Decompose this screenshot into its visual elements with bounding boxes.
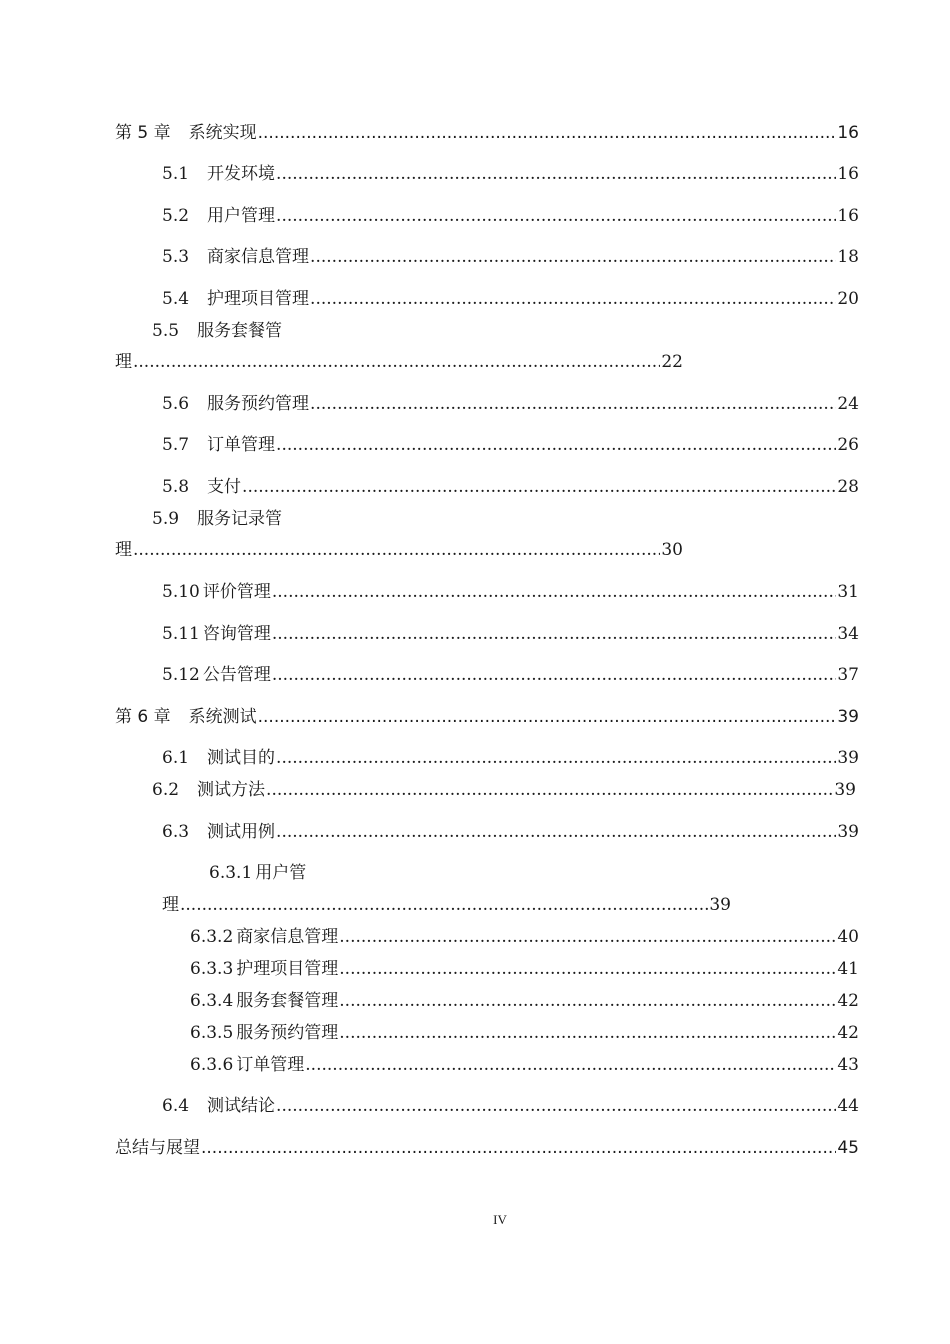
toc-number: 6.2 bbox=[152, 780, 180, 800]
toc-page: 20 bbox=[837, 289, 859, 309]
toc-entry-5-3[interactable] bbox=[162, 246, 859, 268]
toc-title: 订单管理 bbox=[236, 1055, 305, 1075]
toc-leader bbox=[339, 958, 836, 980]
toc-entry-chapter-5[interactable] bbox=[115, 122, 859, 144]
toc-leader bbox=[339, 1022, 836, 1044]
toc-leader bbox=[276, 205, 836, 227]
toc-entry-5-2[interactable] bbox=[162, 205, 859, 227]
toc-entry-chapter-6[interactable] bbox=[115, 706, 859, 728]
toc-leader bbox=[276, 821, 836, 843]
toc-title: 总结与展望 bbox=[115, 1138, 200, 1158]
toc-leader bbox=[276, 1095, 836, 1117]
toc-entry-6-3-1-line1[interactable] bbox=[209, 862, 306, 884]
toc-page: 42 bbox=[837, 991, 859, 1011]
toc-entry-6-3-6[interactable] bbox=[190, 1054, 859, 1076]
toc-page: 39 bbox=[834, 780, 856, 800]
toc-leader bbox=[339, 990, 836, 1012]
toc-title-wrap: 理 bbox=[115, 352, 132, 372]
toc-page: 18 bbox=[837, 247, 859, 267]
toc-title: 系统测试 bbox=[188, 707, 257, 727]
toc-entry-5-5-line1[interactable] bbox=[152, 320, 282, 342]
toc-entry-5-5-line2[interactable] bbox=[115, 351, 683, 373]
toc-title-wrap: 理 bbox=[162, 895, 179, 915]
toc-page: 22 bbox=[661, 352, 683, 372]
toc-page: 37 bbox=[837, 665, 859, 685]
toc-number: 5.1 bbox=[162, 164, 190, 184]
toc-number: 6.4 bbox=[162, 1096, 190, 1116]
toc-page: 40 bbox=[837, 927, 859, 947]
toc-page: 28 bbox=[837, 477, 859, 497]
toc-entry-6-3[interactable] bbox=[162, 821, 859, 843]
toc-leader bbox=[276, 163, 836, 185]
toc-number: 6.1 bbox=[162, 748, 190, 768]
toc-entry-5-9-line2[interactable] bbox=[115, 539, 683, 561]
toc-entry-5-11[interactable] bbox=[162, 623, 859, 645]
toc-title: 测试结论 bbox=[207, 1096, 276, 1116]
toc-title: 用户管 bbox=[255, 863, 307, 883]
toc-entry-6-3-2[interactable] bbox=[190, 926, 859, 948]
toc-title: 测试目的 bbox=[207, 748, 276, 768]
toc-title: 测试方法 bbox=[197, 780, 266, 800]
toc-entry-5-8[interactable] bbox=[162, 476, 859, 498]
toc-number: 5.8 bbox=[162, 477, 190, 497]
toc-entry-5-4[interactable] bbox=[162, 288, 859, 310]
toc-entry-6-4[interactable] bbox=[162, 1095, 859, 1117]
toc-entry-6-3-5[interactable] bbox=[190, 1022, 859, 1044]
toc-entry-5-7[interactable] bbox=[162, 434, 859, 456]
toc-page: 45 bbox=[837, 1138, 859, 1158]
toc-entry-5-12[interactable] bbox=[162, 664, 859, 686]
toc-title: 商家信息管理 bbox=[236, 927, 339, 947]
toc-leader bbox=[180, 894, 708, 916]
toc-title: 订单管理 bbox=[207, 435, 276, 455]
toc-page: 30 bbox=[661, 540, 683, 560]
toc-page: 34 bbox=[837, 624, 859, 644]
toc-title: 服务预约管理 bbox=[207, 394, 310, 414]
toc-number: 6.3 bbox=[162, 822, 190, 842]
toc-number: 5.12 bbox=[162, 665, 200, 685]
toc-page: 24 bbox=[837, 394, 859, 414]
toc-leader bbox=[276, 747, 836, 769]
toc-number: 5.5 bbox=[152, 321, 180, 341]
toc-leader bbox=[305, 1054, 836, 1076]
toc-leader bbox=[272, 623, 837, 645]
toc-number: 6.3.6 bbox=[190, 1055, 234, 1075]
toc-number: 5.11 bbox=[162, 624, 200, 644]
toc-number: 第 5 章 bbox=[115, 123, 171, 143]
toc-title: 开发环境 bbox=[207, 164, 276, 184]
toc-entry-6-3-3[interactable] bbox=[190, 958, 859, 980]
toc-page: 31 bbox=[837, 582, 859, 602]
toc-number: 5.7 bbox=[162, 435, 190, 455]
toc-entry-6-3-4[interactable] bbox=[190, 990, 859, 1012]
toc-page: 16 bbox=[837, 206, 859, 226]
toc-title: 用户管理 bbox=[207, 206, 276, 226]
toc-number: 5.3 bbox=[162, 247, 190, 267]
toc-leader bbox=[310, 393, 836, 415]
toc-number: 6.3.2 bbox=[190, 927, 234, 947]
toc-number: 5.10 bbox=[162, 582, 200, 602]
toc-title: 评价管理 bbox=[202, 582, 271, 602]
toc-number: 5.6 bbox=[162, 394, 190, 414]
toc-leader bbox=[272, 664, 837, 686]
toc-entry-6-1[interactable] bbox=[162, 747, 859, 769]
toc-leader bbox=[266, 779, 833, 801]
toc-title: 系统实现 bbox=[188, 123, 257, 143]
toc-leader bbox=[310, 288, 836, 310]
toc-leader bbox=[276, 434, 836, 456]
page-footer-number: IV bbox=[493, 1212, 507, 1227]
toc-number: 6.3.1 bbox=[209, 863, 253, 883]
toc-entry-6-3-1-line2[interactable] bbox=[162, 894, 731, 916]
toc-page: 39 bbox=[709, 895, 731, 915]
toc-leader bbox=[258, 122, 837, 144]
toc-page: 16 bbox=[837, 123, 859, 143]
toc-title: 支付 bbox=[207, 477, 242, 497]
toc-number: 6.3.5 bbox=[190, 1023, 234, 1043]
toc-page: 16 bbox=[837, 164, 859, 184]
toc-entry-5-1[interactable] bbox=[162, 163, 859, 185]
toc-number: 5.2 bbox=[162, 206, 190, 226]
toc-title: 公告管理 bbox=[202, 665, 271, 685]
toc-leader bbox=[339, 926, 836, 948]
toc-number: 6.3.3 bbox=[190, 959, 234, 979]
toc-title: 服务记录管 bbox=[197, 509, 283, 529]
toc-page: 42 bbox=[837, 1023, 859, 1043]
toc-title: 商家信息管理 bbox=[207, 247, 310, 267]
toc-leader bbox=[201, 1137, 836, 1159]
toc-leader bbox=[272, 581, 837, 603]
toc-leader bbox=[133, 351, 660, 373]
toc-entry-6-2[interactable] bbox=[152, 779, 856, 801]
toc-page: 39 bbox=[837, 748, 859, 768]
toc-page: 41 bbox=[837, 959, 859, 979]
toc-title: 护理项目管理 bbox=[207, 289, 310, 309]
toc-number: 6.3.4 bbox=[190, 991, 234, 1011]
toc-number: 5.9 bbox=[152, 509, 180, 529]
toc-leader bbox=[310, 246, 836, 268]
toc-leader bbox=[258, 706, 837, 728]
toc-title-wrap: 理 bbox=[115, 540, 132, 560]
toc-title: 咨询管理 bbox=[202, 624, 271, 644]
toc-leader bbox=[133, 539, 660, 561]
toc-page: 39 bbox=[837, 707, 859, 727]
toc-title: 测试用例 bbox=[207, 822, 276, 842]
toc-title: 服务套餐管理 bbox=[236, 991, 339, 1011]
toc-page: 39 bbox=[837, 822, 859, 842]
toc-title: 服务套餐管 bbox=[197, 321, 283, 341]
toc-page: 26 bbox=[837, 435, 859, 455]
toc-number: 第 6 章 bbox=[115, 707, 171, 727]
toc-number: 5.4 bbox=[162, 289, 190, 309]
toc-leader bbox=[242, 476, 836, 498]
toc-entry-conclusion[interactable] bbox=[115, 1137, 859, 1159]
toc-title: 服务预约管理 bbox=[236, 1023, 339, 1043]
toc-title: 护理项目管理 bbox=[236, 959, 339, 979]
toc-entry-5-10[interactable] bbox=[162, 581, 859, 603]
toc-page: 43 bbox=[837, 1055, 859, 1075]
toc-entry-5-9-line1[interactable] bbox=[152, 508, 282, 530]
toc-entry-5-6[interactable] bbox=[162, 393, 859, 415]
toc-page: 44 bbox=[837, 1096, 859, 1116]
